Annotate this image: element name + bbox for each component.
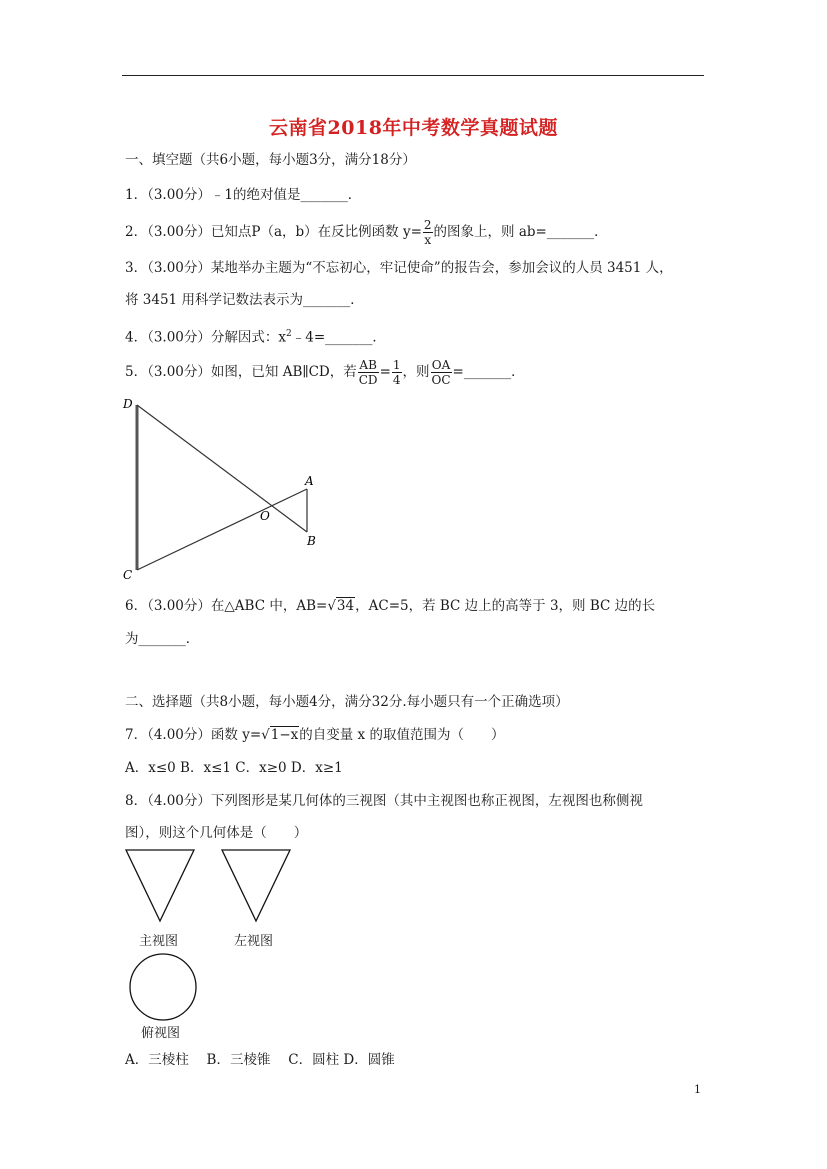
question-6-line1: [125, 596, 655, 616]
question-3-line2: [125, 290, 364, 310]
question-3-line1: 3．（3.00分）某地举办主题为“不忘初心，牢记使命”的报告会，参加会议的人员 3451 人，: [125, 260, 673, 276]
q2-end: ．: [594, 224, 608, 240]
section2-heading: 二、选择题（共8小题，每小题4分，满分32分.每小题只有一个正确选项）: [125, 694, 569, 710]
q1-text: 1．（3.00分）﹣1的绝对值是: [125, 187, 301, 203]
q3-text: 将 3451 用科学记数法表示为: [125, 292, 303, 308]
question-4: [125, 324, 386, 348]
segment-ca: [137, 489, 307, 570]
q5-f1-num: AB: [359, 358, 377, 372]
q6-sqrt: [327, 596, 355, 616]
question-2: [125, 218, 608, 247]
page-title: 云南省2018年中考数学真题试题: [269, 117, 558, 139]
q1-blank: _______: [300, 187, 348, 203]
q6-text-2: ，AC=5，若 BC 边上的高等于 3，则 BC 边的长: [355, 598, 656, 614]
question-1: [125, 185, 361, 205]
q4-text: 4．（3.00分）分解因式：x: [125, 329, 287, 346]
left-view-triangle: [222, 850, 290, 921]
q7-text-2: 的自变量 x 的取值范围为（ ）: [299, 727, 505, 743]
segment-db: [137, 405, 307, 532]
q5-fraction-1-4: [392, 358, 402, 387]
top-view-circle: [130, 954, 196, 1020]
q4-exponent: 2: [286, 329, 292, 339]
question-8-line1: 8．（4.00分）下列图形是某几何体的三视图（其中主视图也称正视图，左视图也称侧视: [125, 793, 643, 809]
front-view-label: 主视图: [139, 934, 179, 949]
q6-radicand: 34: [336, 598, 355, 614]
q2-text-2: 的图象上，则 ab=: [433, 224, 547, 240]
q4-end: ．: [372, 329, 386, 346]
radical-sign: √: [261, 727, 270, 743]
q5-end: ．: [511, 364, 525, 380]
label-a: A: [305, 474, 314, 488]
three-views-triangles: [122, 846, 302, 926]
question-8-line2: 图），则这个几何体是（ ）: [125, 825, 308, 841]
q5-f3-num: OA: [431, 358, 451, 372]
q5-equals: =: [379, 364, 391, 380]
q2-frac-den: x: [424, 233, 432, 247]
question-6-line2: [125, 629, 199, 649]
q7-text: 7．（4.00分）函数 y=: [125, 727, 262, 743]
page-number: 1: [694, 1083, 701, 1096]
q5-fraction-oa-oc: [431, 358, 452, 387]
radical-sign: √: [327, 598, 336, 614]
q6-end: ．: [185, 631, 200, 647]
q6-text-3: 为: [125, 631, 139, 647]
q5-f1-den: CD: [358, 373, 378, 387]
q5-f3-den: OC: [431, 373, 451, 387]
q5-fraction-ab-cd: [358, 358, 379, 387]
q5-f2-num: 1: [392, 358, 401, 372]
q5-text-2: ，则: [402, 364, 430, 380]
label-b: B: [307, 534, 316, 548]
q5-text: 5．（3.00分）如图，已知 AB∥CD，若: [125, 364, 357, 380]
q2-frac-num: 2: [423, 218, 432, 232]
label-o: O: [260, 509, 270, 523]
front-view-triangle: [126, 850, 194, 921]
q6-blank: _______: [138, 631, 186, 647]
question-7: [125, 725, 504, 745]
q1-end: ．: [347, 187, 362, 203]
q5-blank: _______: [463, 364, 512, 380]
question-7-options: A．x≤0 B．x≤1 C．x≥0 D．x≥1: [125, 760, 343, 776]
label-d: D: [123, 397, 133, 411]
q2-fraction: [423, 218, 433, 247]
q2-text: 2．（3.00分）已知点P（a，b）在反比例函数 y=: [125, 224, 422, 240]
header-rule: [122, 75, 704, 76]
section1-heading: 一、填空题（共6小题，每小题3分，满分18分）: [125, 152, 416, 168]
q7-radicand: 1−x: [270, 727, 299, 743]
q2-blank: _______: [546, 224, 595, 240]
label-c: C: [123, 568, 133, 582]
top-view-diagram: [126, 952, 202, 1024]
q4-blank: _______: [325, 329, 373, 346]
q5-f2-den: 4: [392, 373, 401, 387]
question-5: [125, 358, 525, 387]
q5-equals-2: =: [452, 364, 464, 380]
q6-text: 6．（3.00分）在△ABC 中，AB=: [125, 598, 328, 614]
q7-sqrt: [261, 725, 299, 745]
left-view-label: 左视图: [234, 934, 274, 949]
q3-end: ．: [350, 292, 364, 308]
question-8-options: A．三棱柱 B．三棱锥 C．圆柱 D．圆锥: [125, 1052, 395, 1068]
top-view-label: 俯视图: [141, 1026, 181, 1041]
q4-text-2: ﹣4=: [291, 329, 326, 346]
q3-blank: _______: [302, 292, 351, 308]
figure-5-diagram: [118, 392, 328, 588]
